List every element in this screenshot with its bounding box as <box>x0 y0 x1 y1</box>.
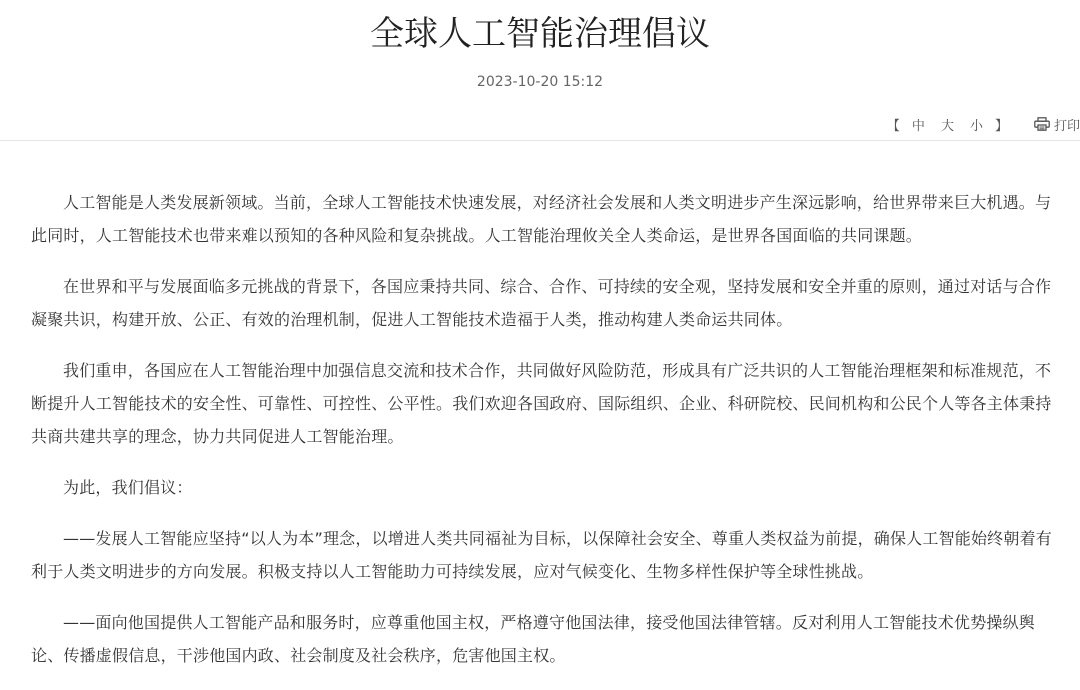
font-size-small-button[interactable]: 小 <box>969 118 983 134</box>
paragraph: 我们重申，各国应在人工智能治理中加强信息交流和技术合作，共同做好风险防范，形成具有广泛共识的人工智能治理框架和标准规范，不断提升人工智能技术的安全性、可靠性、可控性、公平性。我们欢迎各国政府、国际组织、企业、科研院校、民间机构和公民个人等各主体秉持共商共建共享的理念，协力共同促进人工智能治理。 <box>31 361 1052 446</box>
printer-icon <box>1034 117 1050 131</box>
article-body <box>31 186 1067 690</box>
print-button[interactable] <box>1034 115 1080 134</box>
paragraph: ——面向他国提供人工智能产品和服务时，应尊重他国主权，严格遵守他国法律，接受他国法律管辖。反对利用人工智能技术优势操纵舆论、传播虚假信息，干涉他国内政、社会制度及社会秩序，危害他国主权。 <box>31 613 1036 665</box>
bracket-close: 】 <box>994 118 1008 134</box>
font-size-large-button[interactable]: 大 <box>940 118 954 134</box>
publish-date: 2023-10-20 15:12 <box>476 74 604 90</box>
article-title: 全球人工智能治理倡议 <box>370 14 710 54</box>
paragraph: 人工智能是人类发展新领域。当前，全球人工智能技术快速发展，对经济社会发展和人类文明进步产生深远影响，给世界带来巨大机遇。与此同时，人工智能技术也带来难以预知的各种风险和复杂挑战。人工智能治理攸关全人类命运，是世界各国面临的共同课题。 <box>31 193 1052 245</box>
paragraph: 在世界和平与发展面临多元挑战的背景下，各国应秉持共同、综合、合作、可持续的安全观，坚持发展和安全并重的原则，通过对话与合作凝聚共识，构建开放、公正、有效的治理机制，促进人工智能技术造福于人类，推动构建人类命运共同体。 <box>31 277 1052 329</box>
bracket-open: 【 <box>886 118 900 134</box>
header-divider <box>0 140 1080 141</box>
article-toolbar <box>887 113 1080 135</box>
print-label: 打印 <box>1053 118 1080 134</box>
font-size-medium-button[interactable]: 中 <box>911 118 925 134</box>
paragraph: ——发展人工智能应坚持“以人为本”理念，以增进人类共同福祉为目标，以保障社会安全、尊重人类权益为前提，确保人工智能始终朝着有利于人类文明进步的方向发展。积极支持以人工智能助力可持续发展，应对气候变化、生物多样性保护等全球性挑战。 <box>31 529 1052 581</box>
font-size-selector <box>887 115 1008 134</box>
paragraph: 为此，我们倡议： <box>63 478 193 497</box>
